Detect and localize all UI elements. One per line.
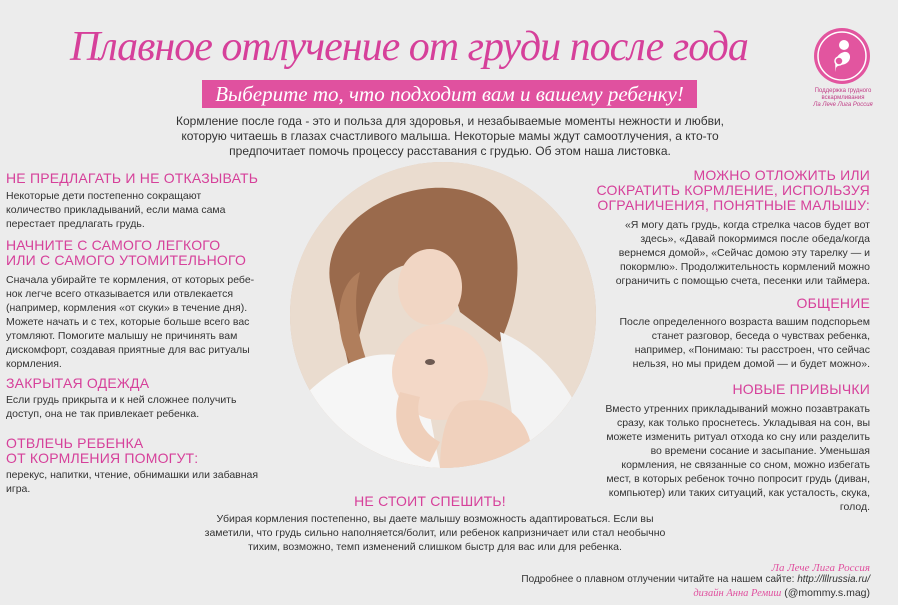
footer-brand: Ла Лече Лига Россия [771, 562, 870, 574]
heading-postpone-2: СОКРАТИТЬ КОРМЛЕНИЕ, ИСПОЛЬЗУЯ [596, 182, 870, 198]
heading-postpone-3: ОГРАНИЧЕНИЯ, ПОНЯТНЫЕ МАЛЫШУ: [597, 197, 870, 213]
heading-communication: ОБЩЕНИЕ [796, 295, 870, 311]
heading-no-rush: НЕ СТОИТ СПЕШИТЬ! [354, 493, 506, 509]
footer-url-link[interactable]: http://lllrussia.ru/ [797, 574, 870, 585]
heading-closed-clothes: ЗАКРЫТАЯ ОДЕЖДА [6, 375, 150, 391]
text-closed-clothes: Если грудь прикрыта и к ней сложнее получить доступ, она не так привлекает ребенка. [6, 394, 237, 420]
text-postpone: «Я могу дать грудь, когда стрелка часов будет вот здесь», «Давай покормимся после обеда/когда вернемся домой», «Сейчас домою эту тарелку — и покормлю». Продолжительность кормлений можно ограничить с помощью счета, песенки или таймера. [615, 219, 870, 287]
heading-distract-1: ОТВЛЕЧЬ РЕБЕНКА [6, 435, 144, 451]
text-do-not-offer: Некоторые дети постепенно сокращают количество прикладываний, если мама сама перестает предлагать грудь. [6, 190, 226, 230]
footer-more-text: Подробнее о плавном отлучении читайте на нашем сайте: [521, 574, 795, 585]
footer-design-handle: (@mommy.s.mag) [784, 587, 870, 599]
logo-caption-line: Поддержка грудного [814, 88, 872, 94]
mother-child-logo-icon [814, 28, 870, 84]
heading-distract-2: ОТ КОРМЛЕНИЯ ПОМОГУТ: [6, 450, 199, 466]
intro-text: Кормление после года - это и польза для здоровья, и незабываемые моменты нежности и любви, которую читаешь в глазах счастливого малыша. Некоторые мамы ждут самоотлучения, а кто-то предпочитает помочь процессу расставания с грудью. Об этом наша листовка. [176, 114, 724, 158]
text-start-easiest: Сначала убирайте те кормления, от которых ребе-нок легче всего отказывается или отвлекается (например, кормления «от скуки» в течение дня). Можете начать и с тех, которые больше всего вас утомляют. Помогите малышу не причинять вам дискомфорт, создавая приятные для вас ритуалы кормления. [6, 274, 255, 370]
text-no-rush: Убирая кормления постепенно, вы даете малышу возможность адаптироваться. Если вы заметили, что грудь сильно наполняется/болит, или ребенок капризничает или стал необычно тихим, возможно, темп изменений слишком быстр для вас или для ребенка. [204, 513, 666, 553]
text-new-habits: Вместо утренних прикладываний можно позавтракать сразу, как только проснетесь. Укладывая на сон, вы можете изменить ритуал отхода ко сну или разделить во времени сосание и засыпание. Уменьшая кормления, не связанные со сном, можно избегать мест, в которых ребенок точно попросит грудь (диван, компьютер) или таких ситуаций, как усталость, скука, голод. [605, 403, 870, 513]
footer-design [693, 587, 870, 599]
logo-caption-line: вскармливания [821, 95, 865, 101]
page-title: Плавное отлучение от груди после года [70, 24, 748, 70]
subtitle-banner: Выберите то, что подходит вам и вашему ребенку! [202, 80, 697, 108]
lll-logo [814, 28, 870, 84]
heading-start-easiest-2: ИЛИ С САМОГО УТОМИТЕЛЬНОГО [6, 252, 247, 268]
footer-design-label: дизайн Анна Ремиш [693, 588, 782, 599]
heading-postpone-1: МОЖНО ОТЛОЖИТЬ ИЛИ [693, 167, 870, 183]
heading-new-habits: НОВЫЕ ПРИВЫЧКИ [732, 381, 870, 397]
logo-caption-brand: Ла Лече Лига Россия [813, 102, 873, 108]
logo-caption [796, 88, 890, 109]
text-distract: перекус, напитки, чтение, обнимашки или забавная игра. [6, 469, 259, 495]
footer-more-info [521, 574, 870, 585]
heading-start-easiest-1: НАЧНИТЕ С САМОГО ЛЕГКОГО [6, 237, 221, 253]
heading-do-not-offer: НЕ ПРЕДЛАГАТЬ И НЕ ОТКАЗЫВАТЬ [6, 170, 259, 186]
text-communication: После определенного возраста вашим подспорьем станет разговор, беседа о чувствах ребенка, например, «Понимаю: ты расстроен, что сейчас нельзя, но мы придем домой — и будет можно». [619, 316, 870, 370]
